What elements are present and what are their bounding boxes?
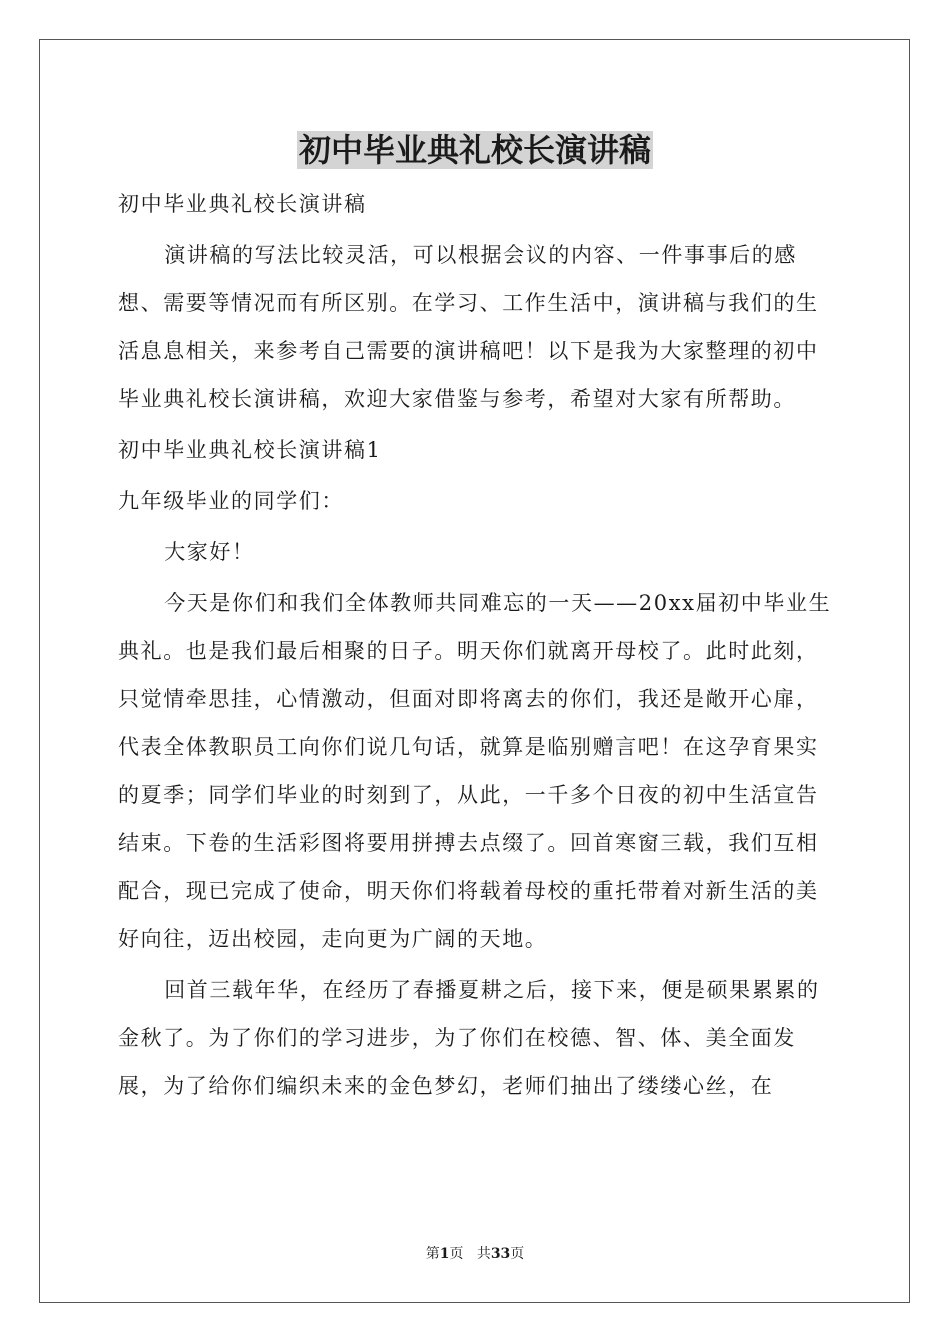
subtitle-paragraph: 初中毕业典礼校长演讲稿 [118, 192, 367, 216]
total-pages: 33 [490, 1246, 511, 1262]
document-body [118, 180, 834, 1110]
body-paragraph: 回首三载年华，在经历了春播夏耕之后，接下来，便是硕果累累的金秋了。为了你们的学习进步，为了你们在校德、智、体、美全面发展，为了给你们编织未来的金色梦幻，老师们抽出了缕缕心丝，在 [118, 978, 820, 1098]
document-title [0, 128, 950, 172]
total-prefix: 共 [476, 1246, 491, 1262]
page-prefix: 第 [425, 1246, 440, 1262]
page-footer [0, 1244, 950, 1264]
page-number: 1 [439, 1246, 450, 1262]
section-heading: 初中毕业典礼校长演讲稿1 [118, 438, 382, 462]
total-suffix: 页 [510, 1246, 525, 1262]
greeting-paragraph: 大家好！ [164, 540, 255, 564]
body-paragraph: 今天是你们和我们全体教师共同难忘的一天——20xx届初中毕业生典礼。也是我们最后相聚的日子。明天你们就离开母校了。此时此刻，只觉情牵思挂，心情激动，但面对即将离去的你们，我还是敞开心扉，代表全体教职员工向你们说几句话，就算是临别赠言吧！在这孕育果实的夏季；同学们毕业的时刻到了，从此，一千多个日夜的初中生活宣告结束。下卷的生活彩图将要用拼搏去点缀了。回首寒窗三载，我们互相配合，现已完成了使命，明天你们将载着母校的重托带着对新生活的美好向往，迈出校园，走向更为广阔的天地。 [118, 591, 832, 951]
salutation-paragraph: 九年级毕业的同学们： [118, 489, 344, 513]
page-suffix: 页 [449, 1246, 464, 1262]
document-title-text: 初中毕业典礼校长演讲稿 [298, 131, 651, 169]
intro-paragraph: 演讲稿的写法比较灵活，可以根据会议的内容、一件事事后的感想、需要等情况而有所区别。在学习、工作生活中，演讲稿与我们的生活息息相关，来参考自己需要的演讲稿吧！以下是我为大家整理的初中毕业典礼校长演讲稿，欢迎大家借鉴与参考，希望对大家有所帮助。 [118, 243, 819, 411]
